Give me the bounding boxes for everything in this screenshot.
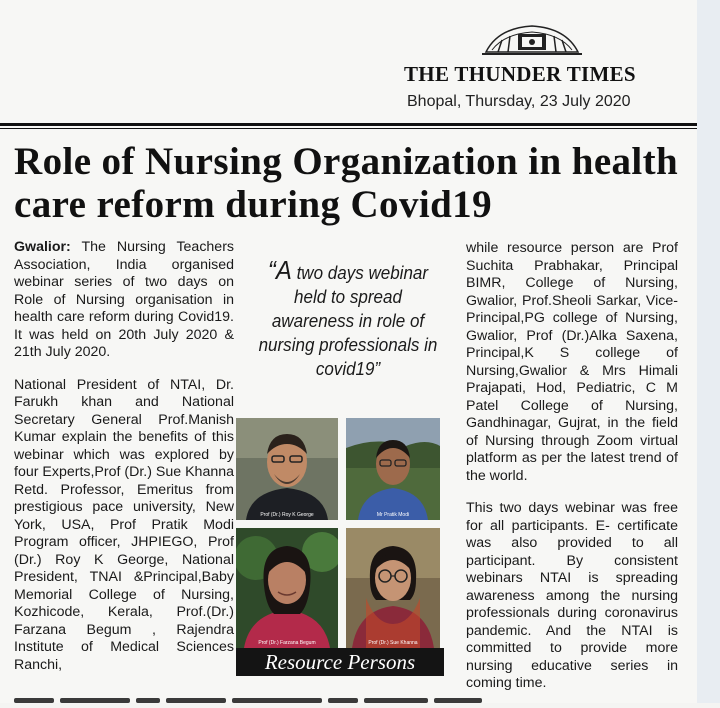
photo-caption-3: Prof (Dr.) Farzana Begum <box>258 640 316 646</box>
article-paragraph-2: National President of NTAI, Dr. Farukh khan and National Secretary General Prof.Manish Kumar explain the benefits of this webinar which was explored by four Experts,Prof (Dr.) Sue Khanna Retd. Professor, Emeritus from prestigious pace university, New York, USA, Prof Pratik Modi Program officer, JHPIEGO, Prof (Dr.) Roy K George, National President, TNAI &Principal,Baby Memorial College of Nursing, Kozhicode, Kerala, Prof.(Dr.) Farzana Begum , Rajendra Institute of Medical Sciences Ranchi, <box>14 376 235 673</box>
masthead-title: THE THUNDER TIMES <box>404 62 636 86</box>
article-headline: Role of Nursing Organization in health care reform during Covid19 <box>14 140 679 226</box>
masthead-rule-thin <box>0 128 697 129</box>
pull-quote-open: “A <box>267 255 292 285</box>
viewer-background-edge <box>697 0 720 703</box>
crest-emblem-icon <box>478 22 586 58</box>
paragraph-1-text: The Nursing Teachers Association, India organised webinar series of two days on Role of Nursing organisation in health care reform during Covid19. It was held on 20th July 2020 & 21th July 2020. <box>14 239 235 360</box>
article-paragraph-4: This two days webinar was free for all participants. E- certificate was also provided to all participant. By consistent webinars NTAI is spreading awareness among the nursing professionals during coronavirus pandemic. And the NTAI is committed to provide more nursing educative series in coming time. <box>466 500 678 691</box>
article-column-left <box>14 239 234 689</box>
next-article-cut-off-headline <box>14 690 574 703</box>
resource-persons-banner: Resource Persons <box>236 648 444 676</box>
masthead-dateline: Bhopal, Thursday, 23 July 2020 <box>407 93 631 110</box>
article-column-right <box>466 240 678 708</box>
pull-quote-text: two days webinar held to spread awareness in role of nursing professionals in covid19” <box>258 262 438 379</box>
masthead-rule <box>0 123 697 126</box>
photo-farzana-begum <box>236 528 338 648</box>
photo-roy-george <box>236 418 338 520</box>
article-paragraph-1 <box>14 239 234 362</box>
photo-caption-4: Prof (Dr.) Sue Khanna <box>368 640 418 646</box>
photo-sue-khanna <box>346 528 440 648</box>
photo-caption-1: Prof (Dr.) Roy K George <box>260 512 314 518</box>
pull-quote <box>258 255 438 381</box>
article-paragraph-3: while resource person are Prof Suchita Prabhakar, Principal BIMR, College of Nursing, Gwalior, Prof.Sheoli Sarkar, Vice-Principal,PG college of Nursing, Gwalior, Prof (Dr.)Alka Saxena, Principal,K S college of Nursing,Gwalior & Mrs Himali Prajapati, Hod, Pediatric, C M Patel College of Nursing, Gandhinagar, Gujrat, in the field of Nursing through Zoom virtual platform as per the latest trend of the world. <box>466 240 678 484</box>
photo-caption-2: Mr Pratik Modi <box>376 512 410 518</box>
photo-pratik-modi <box>346 418 440 520</box>
dateline-place: Gwalior: <box>14 239 71 255</box>
